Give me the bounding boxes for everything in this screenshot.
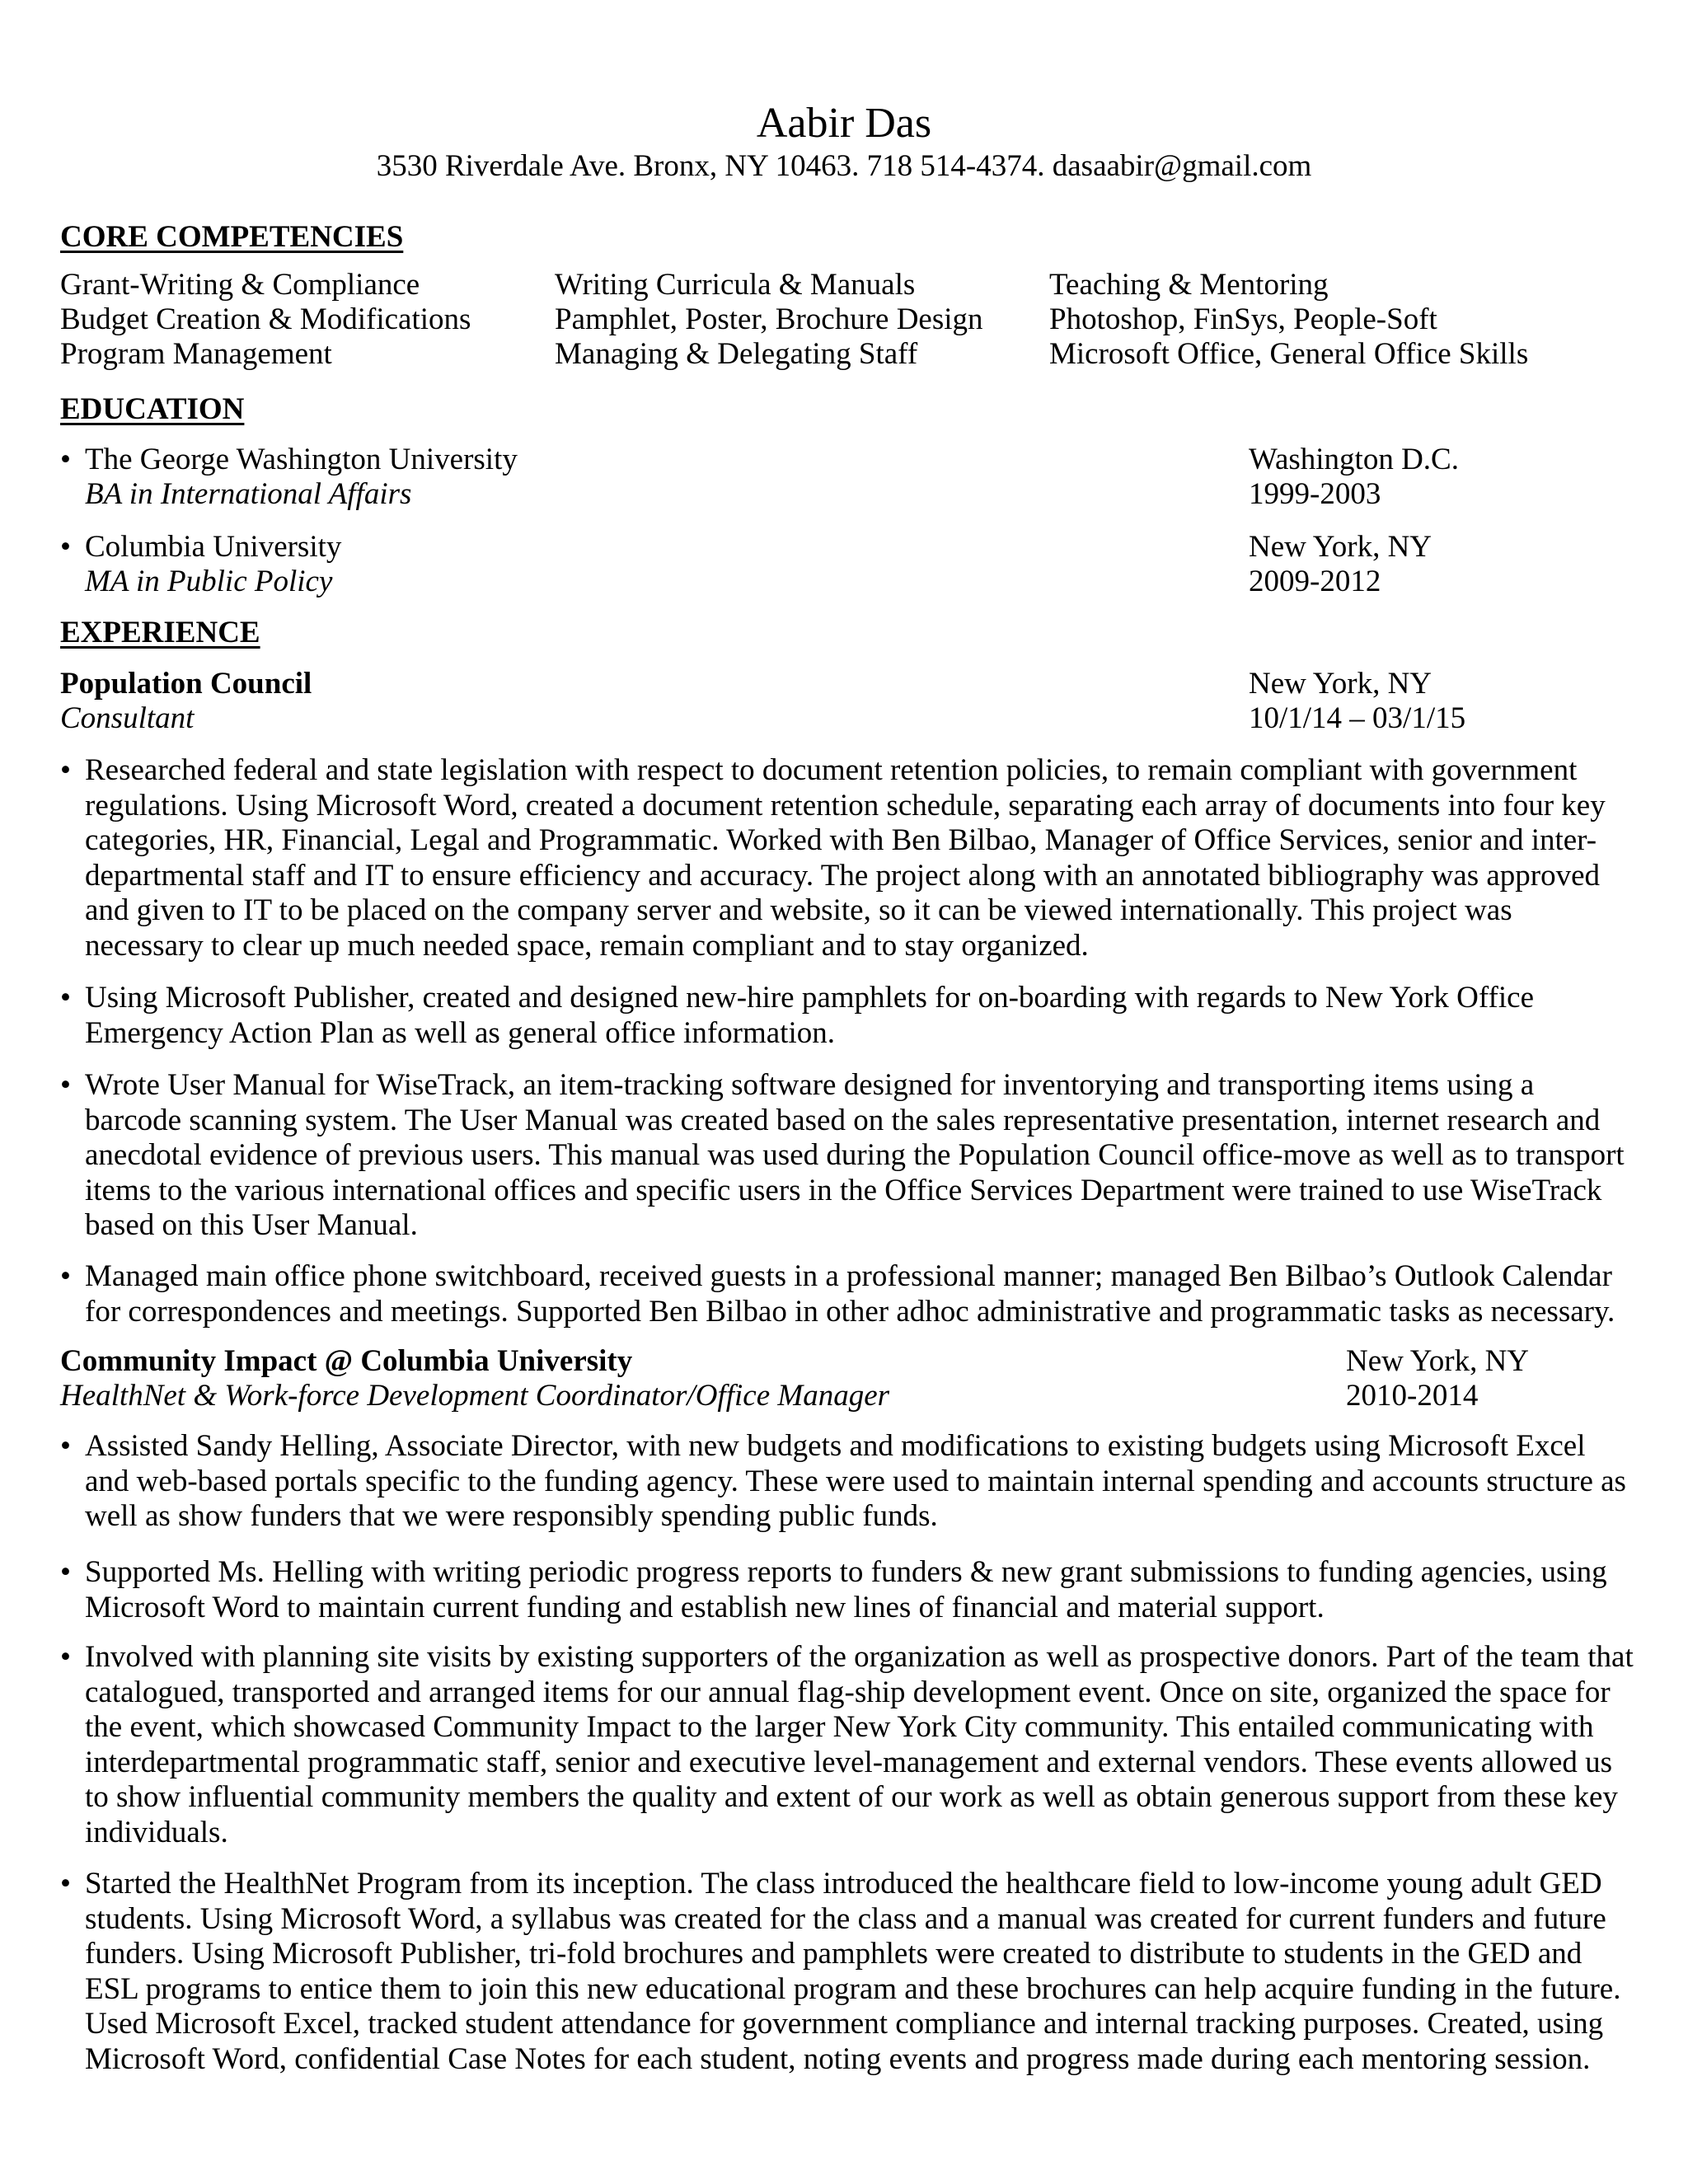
job-dates: 10/1/14 – 03/1/15 [1249,701,1466,735]
bullet-text: Assisted Sandy Helling, Associate Director, with new budgets and modifications to existing budgets using Microsoft Excel and web-based portals specific to the funding agency. These were used to maintain internal spending and accounts structure as well as show funders that we were responsibly spending public funds. [85,1429,1626,1533]
bullet-icon: • [60,1259,71,1293]
school-name: The George Washington University [85,443,518,476]
competency-row [60,268,1626,302]
education-years: 2009-2012 [1249,565,1381,598]
experience-bullet [60,981,1634,1051]
contact-line: 3530 Riverdale Ave. Bronx, NY 10463. 718 514-4374. dasaabir@gmail.com [376,149,1312,183]
job-role: HealthNet & Work-force Development Coordinator/Office Manager [60,1379,890,1413]
competency-item: Writing Curricula & Manuals [555,268,916,302]
competency-item: Pamphlet, Poster, Brochure Design [555,302,983,336]
bullet-text: Wrote User Manual for WiseTrack, an item-tracking software designed for inventorying and transporting items using a barcode scanning system. The User Manual was created based on the sales representative presentation, internet research and anecdotal evidence of previous users. This manual was used during the Population Council office-move as well as to transport items to the various international offices and specific users in the Office Services Department were trained to use WiseTrack based on this User Manual. [85,1068,1625,1242]
school-location: Washington D.C. [1249,443,1459,476]
job-location: New York, NY [1249,667,1432,701]
bullet-text: Supported Ms. Helling with writing periodic progress reports to funders & new grant submissions to funding agencies, using Microsoft Word to maintain current funding and establish new lines of financial and material support. [85,1555,1607,1624]
bullet-text: Managed main office phone switchboard, received guests in a professional manner; managed Ben Bilbao’s Outlook Calendar for correspondences and meetings. Supported Ben Bilbao in other adhoc administrative and programmatic tasks as necessary. [85,1259,1615,1329]
bullet-icon: • [60,981,71,1015]
degree: MA in Public Policy [85,565,333,598]
experience-bullet [60,1640,1634,1850]
bullet-icon: • [60,1867,71,1900]
competency-item: Microsoft Office, General Office Skills [1049,337,1529,371]
competency-item: Photoshop, FinSys, People-Soft [1049,302,1437,336]
experience-bullet [60,1068,1634,1244]
experience-bullet [60,1429,1634,1535]
competency-item: Program Management [60,337,332,371]
bullet-icon: • [60,443,71,476]
bullet-text: Started the HealthNet Program from its inception. The class introduced the healthcare field to low-income young adult GED students. Using Microsoft Word, a syllabus was created for the class and a manual was created for current funders and future funders. Using Microsoft Publisher, tri-fold brochures and pamphlets were created to distribute to students in the GED and ESL programs to entice them to join this new educational program and these brochures can help acquire funding in the future. Used Microsoft Excel, tracked student attendance for government compliance and internal tracking purposes. Created, using Microsoft Word, confidential Case Notes for each student, noting events and progress made during each mentoring session. [85,1867,1621,2076]
competency-item: Managing & Delegating Staff [555,337,918,371]
bullet-text: Using Microsoft Publisher, created and designed new-hire pamphlets for on-boarding with regards to New York Office Emergency Action Plan as well as general office information. [85,981,1535,1050]
experience-bullet [60,1259,1634,1329]
bullet-icon: • [60,1640,71,1674]
section-title-competencies: CORE COMPETENCIES [60,220,404,254]
job-role: Consultant [60,701,195,735]
job-organization: Population Council [60,667,312,701]
competency-item: Grant-Writing & Compliance [60,268,420,302]
job-location: New York, NY [1346,1344,1530,1378]
bullet-text: Involved with planning site visits by existing supporters of the organization as well as prospective donors. Part of the team that catalogued, transported and arranged items for our annual flag-ship development event. Once on site, organized the space for the event, which showcased Community Impact to the larger New York City community. This entailed communicating with interdepartmental programmatic staff, senior and executive level-management and external vendors. These events allowed us to show influential community members the quality and extent of our work as well as obtain generous support from these key individuals. [85,1640,1634,1849]
section-title-education: EDUCATION [60,392,245,426]
education-years: 1999-2003 [1249,477,1381,511]
competency-item: Teaching & Mentoring [1049,268,1329,302]
experience-bullet [60,1555,1634,1625]
bullet-icon: • [60,1068,71,1102]
job-dates: 2010-2014 [1346,1379,1479,1413]
bullet-icon: • [60,1429,71,1463]
bullet-icon: • [60,753,71,787]
degree: BA in International Affairs [85,477,412,511]
competency-item: Budget Creation & Modifications [60,302,471,336]
candidate-name: Aabir Das [756,100,932,147]
competency-row [60,337,1626,372]
competency-row [60,302,1626,337]
bullet-text: Researched federal and state legislation with respect to document retention policies, to remain compliant with government regulations. Using Microsoft Word, created a document retention schedule, separating each array of documents into four key categories, HR, Financial, Legal and Programmatic. Worked with Ben Bilbao, Manager of Office Services, senior and inter-departmental staff and IT to ensure efficiency and accuracy. The project along with an annotated bibliography was approved and given to IT to be placed on the company server and website, so it can be viewed internationally. This project was necessary to clear up much needed space, remain compliant and to stay organized. [85,753,1606,963]
competencies-grid [60,268,1626,372]
experience-bullet [60,753,1634,963]
school-location: New York, NY [1249,530,1432,564]
job-organization: Community Impact @ Columbia University [60,1344,633,1378]
bullet-icon: • [60,530,71,564]
bullet-icon: • [60,1555,71,1589]
experience-bullet [60,1867,1634,2077]
section-title-experience: EXPERIENCE [60,616,260,649]
school-name: Columbia University [85,530,342,564]
